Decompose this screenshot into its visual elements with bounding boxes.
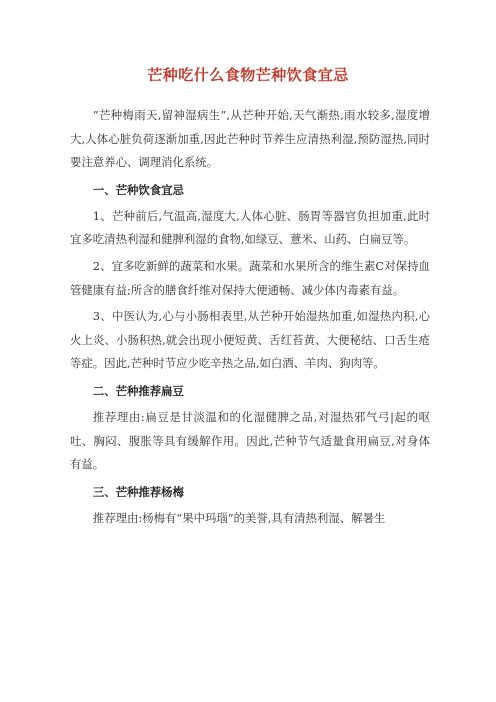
section-heading-bayberry: 三、芒种推荐杨梅	[92, 484, 184, 499]
lentil-paragraph: 推荐理由:扁豆是甘淡温和的化湿健脾之品,对湿热邪气弓|起的呕吐、胸闷、腹胀等具有缓解作用。因此,芒种节气适量食用扁豆,对身体有益。	[70, 409, 430, 472]
section-heading-lentil: 二、芒种推荐扁豆	[92, 383, 184, 398]
document-title: 芒种吃什么食物芒种饮食宜忌	[147, 66, 349, 84]
document-body	[70, 104, 430, 533]
bayberry-paragraph: 推荐理由:杨梅有“果中玛瑙”的美誉,具有清热利湿、解暑生	[92, 510, 386, 525]
diet-paragraph-1: 1、芒种前后,气温高,湿度大,人体心脏、肠胃等器官负担加重,此时宜多吃清热利湿和健脾利湿的食物,如绿豆、薏米、山药、白扁豆等。	[70, 208, 430, 247]
diet-paragraph-3: 3、中医认为,心与小肠相表里,从芒种开始湿热加重,如湿热内积,心火上炎、小肠积热,就会出现小便短黄、舌红苔黄、大便秘结、口舌生疮等症。因此,芒种时节应少吃辛热之品,如白酒、羊肉、狗肉等。	[70, 309, 430, 371]
intro-paragraph: ”芒种梅雨天,留神湿病生”,从芒种开始,天气渐热,雨水较多,湿度增大,人体心脏负荷逐渐加重,因此芒种时节养生应清热利湿,预防湿热,同时要注意养心、调理消化系统。	[70, 108, 430, 170]
section-heading-diet: 一、芒种饮食宜忌	[92, 182, 184, 197]
diet-paragraph-2: 2、宜多吃新鲜的蔬菜和水果。蔬菜和水果所含的维生素C对保持血管健康有益;所含的膳食纤维对保持大便通畅、减少体内毒素有益。	[70, 258, 430, 297]
